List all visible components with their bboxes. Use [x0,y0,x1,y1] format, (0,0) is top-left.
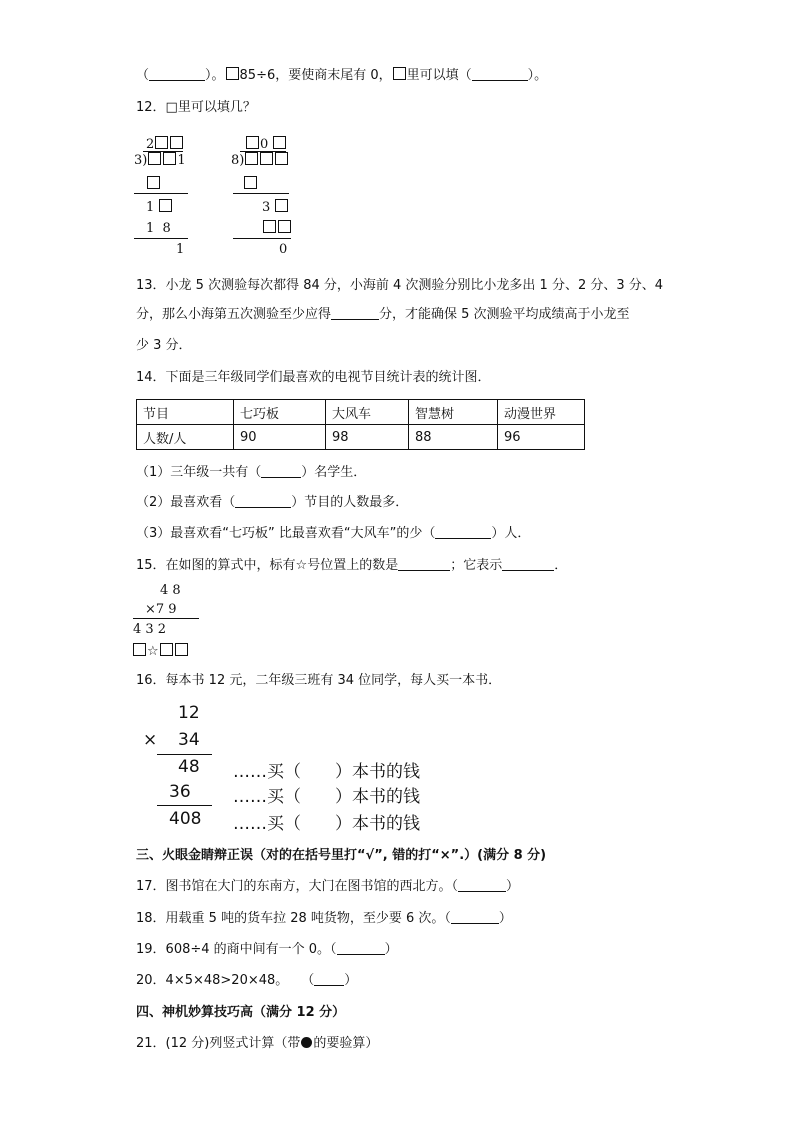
table-cell: 大风车 [326,400,409,425]
answer-blank[interactable] [398,570,450,571]
table-cell: 98 [326,425,409,450]
answer-blank[interactable] [472,80,528,81]
stats-table [136,399,585,450]
table-cell: 动漫世界 [498,400,585,425]
q13-line2: 分，那么小海第五次测验至少应得 分，才能确保 5 次测验平均成绩高于小龙至 [136,307,630,322]
digit-box [260,152,273,165]
table-cell: 96 [498,425,585,450]
digit-box [170,136,183,149]
q14-sub1: （1）三年级一共有（ ）名学生． [136,465,367,480]
table-row [137,425,585,450]
q13-line3: 少 3 分． [136,338,192,353]
digit-box [226,67,239,80]
answer-blank[interactable] [261,477,301,478]
table-cell: 智慧树 [409,400,498,425]
answer-blank[interactable] [331,319,379,320]
table-cell: 88 [409,425,498,450]
answer-blank[interactable] [458,891,506,892]
digit-box [163,152,176,165]
digit-box [263,220,276,233]
filled-circle-icon [301,1037,312,1048]
answer-blank[interactable] [337,954,385,955]
q18: 18．用载重 5 吨的货车拉 28 吨货物，至少要 6 次。（ ） [136,911,512,926]
section-3-title: 三、火眼金睛辩正误（对的在括号里打“√”, 错的打“×”.）(满分 8 分) [136,848,547,863]
digit-box [246,136,259,149]
q17: 17．图书馆在大门的东南方，大门在图书馆的西北方。（ ） [136,879,520,894]
answer-blank[interactable] [314,985,344,986]
table-cell: 人数/人 [137,425,234,450]
digit-box [273,136,286,149]
digit-box [275,199,288,212]
digit-box [275,152,288,165]
q16-note-3: ……买（ ）本书的钱 [233,814,420,834]
answer-blank[interactable] [451,923,499,924]
q14-sub2: （2）最喜欢看（ ）节目的人数最多． [136,495,409,510]
q16-note-2: ……买（ ）本书的钱 [233,787,420,807]
q15-line: 15．在如图的算式中，标有☆号位置上的数是 ；它表示 ． [136,558,568,573]
q16-title: 16．每本书 12 元，二年级三班有 34 位同学，每人买一本书． [136,673,502,688]
digit-box [147,176,160,189]
q20: 20．4×5×48>20×48。 （ ） [136,973,358,988]
q21: 21．(12 分)列竖式计算（带 的要验算） [136,1036,379,1051]
digit-box [133,643,146,656]
table-cell: 节目 [137,400,234,425]
q12-title: 12．□里可以填几？ [136,100,256,115]
answer-blank[interactable] [235,507,291,508]
digit-box [244,176,257,189]
answer-blank[interactable] [149,80,205,81]
digit-box [278,220,291,233]
digit-box [155,136,168,149]
q14-title: 14．下面是三年级同学们最喜欢的电视节目统计表的统计图． [136,370,491,385]
table-cell: 90 [234,425,326,450]
table-cell: 七巧板 [234,400,326,425]
digit-box [175,643,188,656]
q11-tail-line: （ ）。 85÷6，要使商末尾有 0， 里可以填（ ）。 [136,68,548,83]
answer-blank[interactable] [435,538,491,539]
q14-sub3: （3）最喜欢看“七巧板” 比最喜欢看“大风车”的少（ ）人． [136,526,531,541]
star-icon: ☆ [147,644,159,659]
table-header-row [137,400,585,425]
digit-box [160,643,173,656]
q16-note-1: ……买（ ）本书的钱 [233,762,420,782]
q13-line1: 13．小龙 5 次测验每次都得 84 分，小海前 4 次测验分别比小龙多出 1 分、2 分、3 分、4 [136,278,664,293]
digit-box [245,152,258,165]
digit-box [393,67,406,80]
section-4-title: 四、神机妙算技巧高（满分 12 分） [136,1005,346,1020]
answer-blank[interactable] [502,570,554,571]
q19: 19．608÷4 的商中间有一个 0。（ ） [136,942,398,957]
digit-box [159,199,172,212]
digit-box [148,152,161,165]
